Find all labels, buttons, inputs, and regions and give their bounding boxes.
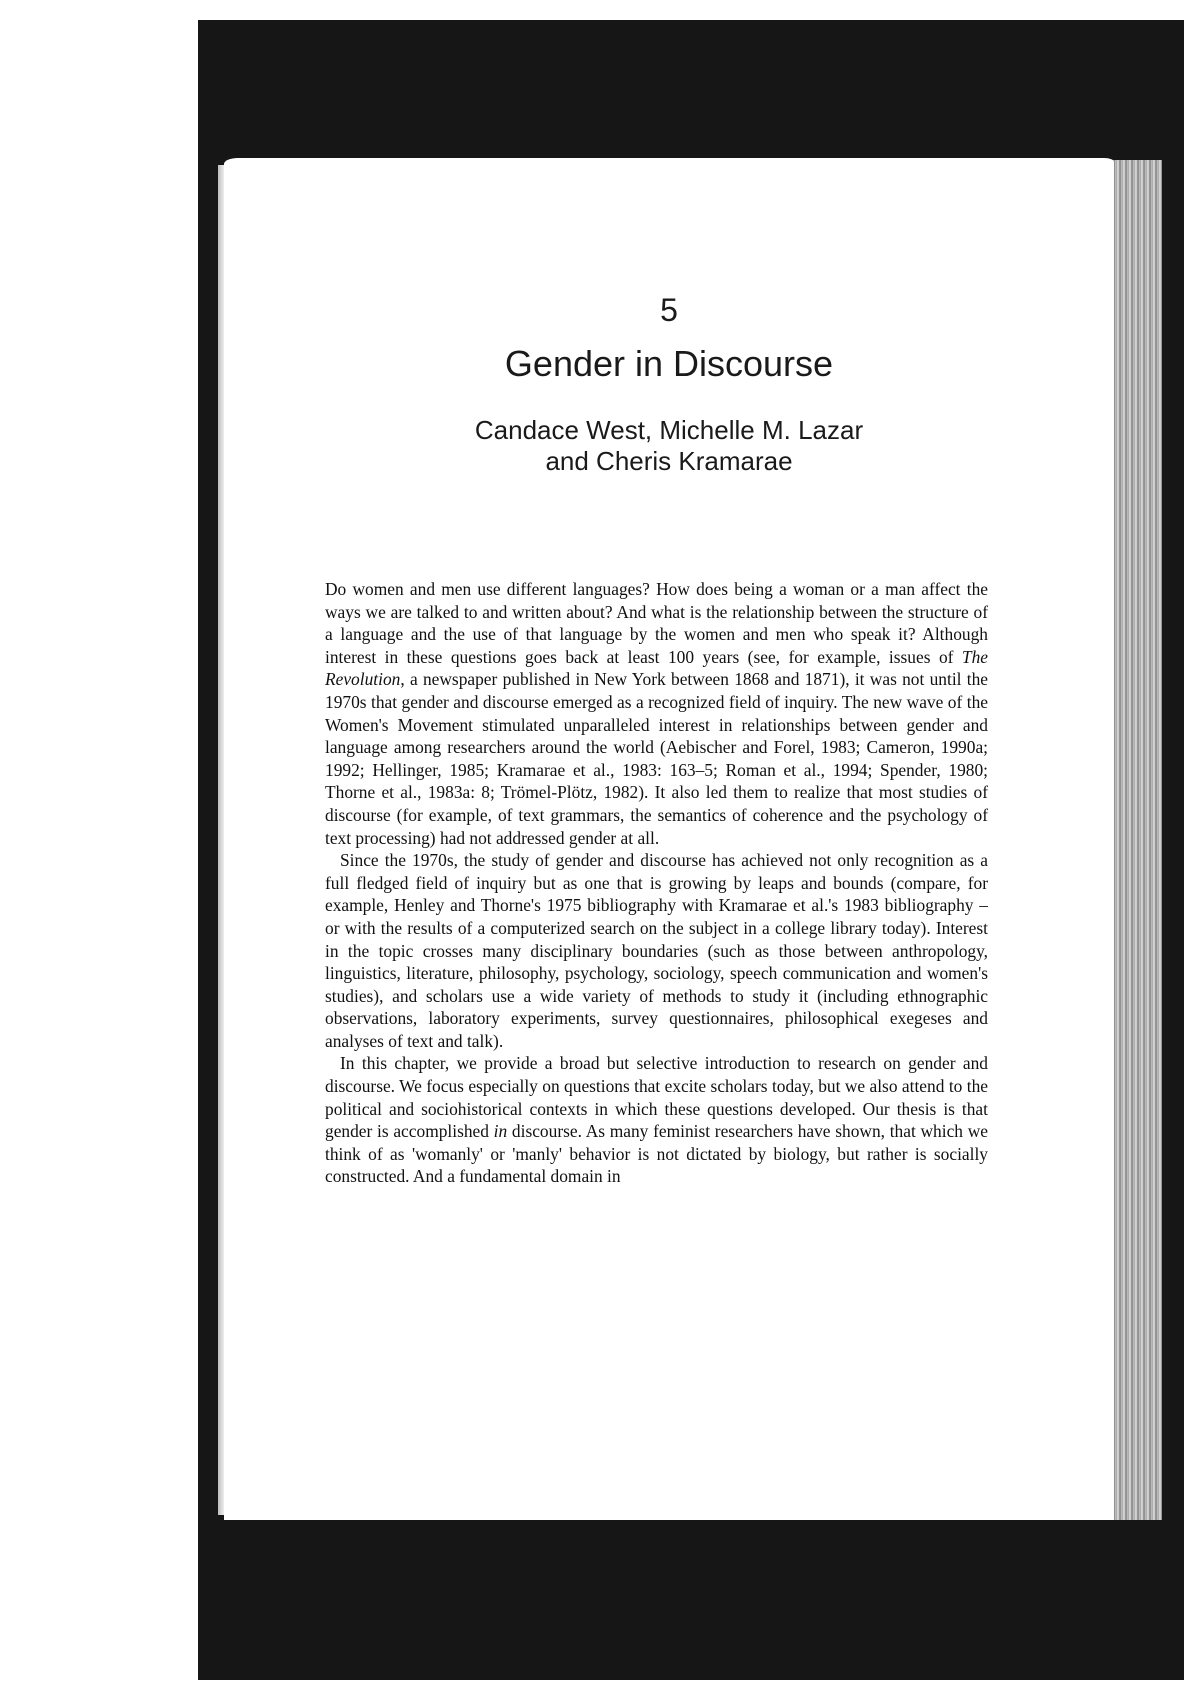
paragraph	[325, 578, 988, 849]
book-page-edges	[1110, 160, 1162, 1520]
book-page	[224, 158, 1114, 1520]
chapter-body	[325, 578, 988, 1188]
scan-border-left	[198, 20, 220, 1680]
scan-border-top	[198, 20, 1184, 170]
paragraph	[325, 849, 988, 1052]
paragraph-text: , a newspaper published in New York between 1868 and 1871), it was not until the 1970s that gender and discourse emerged as a recognized field of inquiry. The new wave of the Women's Movement stimulated unparalleled interest in relationships between gender and language among researchers around the world (Aebischer and Forel, 1983; Cameron, 1990a; 1992; Hellinger, 1985; Kramarae et al., 1983: 163–5; Roman et al., 1994; Spender, 1980; Thorne et al., 1983a: 8; Trömel-Plötz, 1982). It also led them to realize that most studies of discourse (for example, of text grammars, the semantics of coherence and the psychology of text processing) had not addressed gender at all.	[325, 669, 988, 848]
scan-border-bottom	[198, 1515, 1184, 1680]
scan-border-right	[1160, 20, 1184, 1680]
paragraph-text: In this chapter, we provide a broad but selective introduction to research on gender and discourse. We focus especially on questions that excite scholars today, but we also attend to the political and sociohistorical contexts in which these questions developed. Our thesis is that gender is accomplished	[325, 1053, 988, 1142]
chapter-title: Gender in Discourse	[504, 343, 834, 384]
authors-line-1: Candace West, Michelle M. Lazar	[474, 415, 864, 445]
emphasis: in	[493, 1121, 508, 1142]
paragraph-text: Since the 1970s, the study of gender and discourse has achieved not only recognition as a full fledged field of inquiry but as one that is growing by leaps and bounds (compare, for example, Henley and Thorne's 1975 bibliography with Kramarae et al.'s 1983 bibliography – or with the results of a computerized search on the subject in a college library today). Interest in the topic crosses many disciplinary boundaries (such as those between anthropology, linguistics, literature, philosophy, psychology, sociology, speech communication and women's studies), and scholars use a wide variety of methods to study it (including ethnographic observations, laboratory experiments, survey questionnaires, philosophical exegeses and analyses of text and talk).	[325, 850, 988, 1051]
paragraph	[325, 1052, 988, 1188]
journal-title: The Revolution	[325, 646, 988, 690]
paragraph-text: Do women and men use different languages? How does being a woman or a man affect the ways we are talked to and written about? And what is the relationship between the structure of a language and the use of that language by the women and men who speak it? Although interest in these questions goes back at least 100 years (see, for example, issues of	[325, 579, 988, 667]
authors-line-2: and Cheris Kramarae	[545, 446, 793, 476]
chapter-number: 5	[660, 292, 678, 328]
paragraph-text: discourse. As many feminist researchers have shown, that which we think of as 'womanly' or 'manly' behavior is not dictated by biology, but rather is socially constructed. And a fundamental domain in	[325, 1121, 988, 1187]
chapter-authors	[224, 415, 1114, 477]
